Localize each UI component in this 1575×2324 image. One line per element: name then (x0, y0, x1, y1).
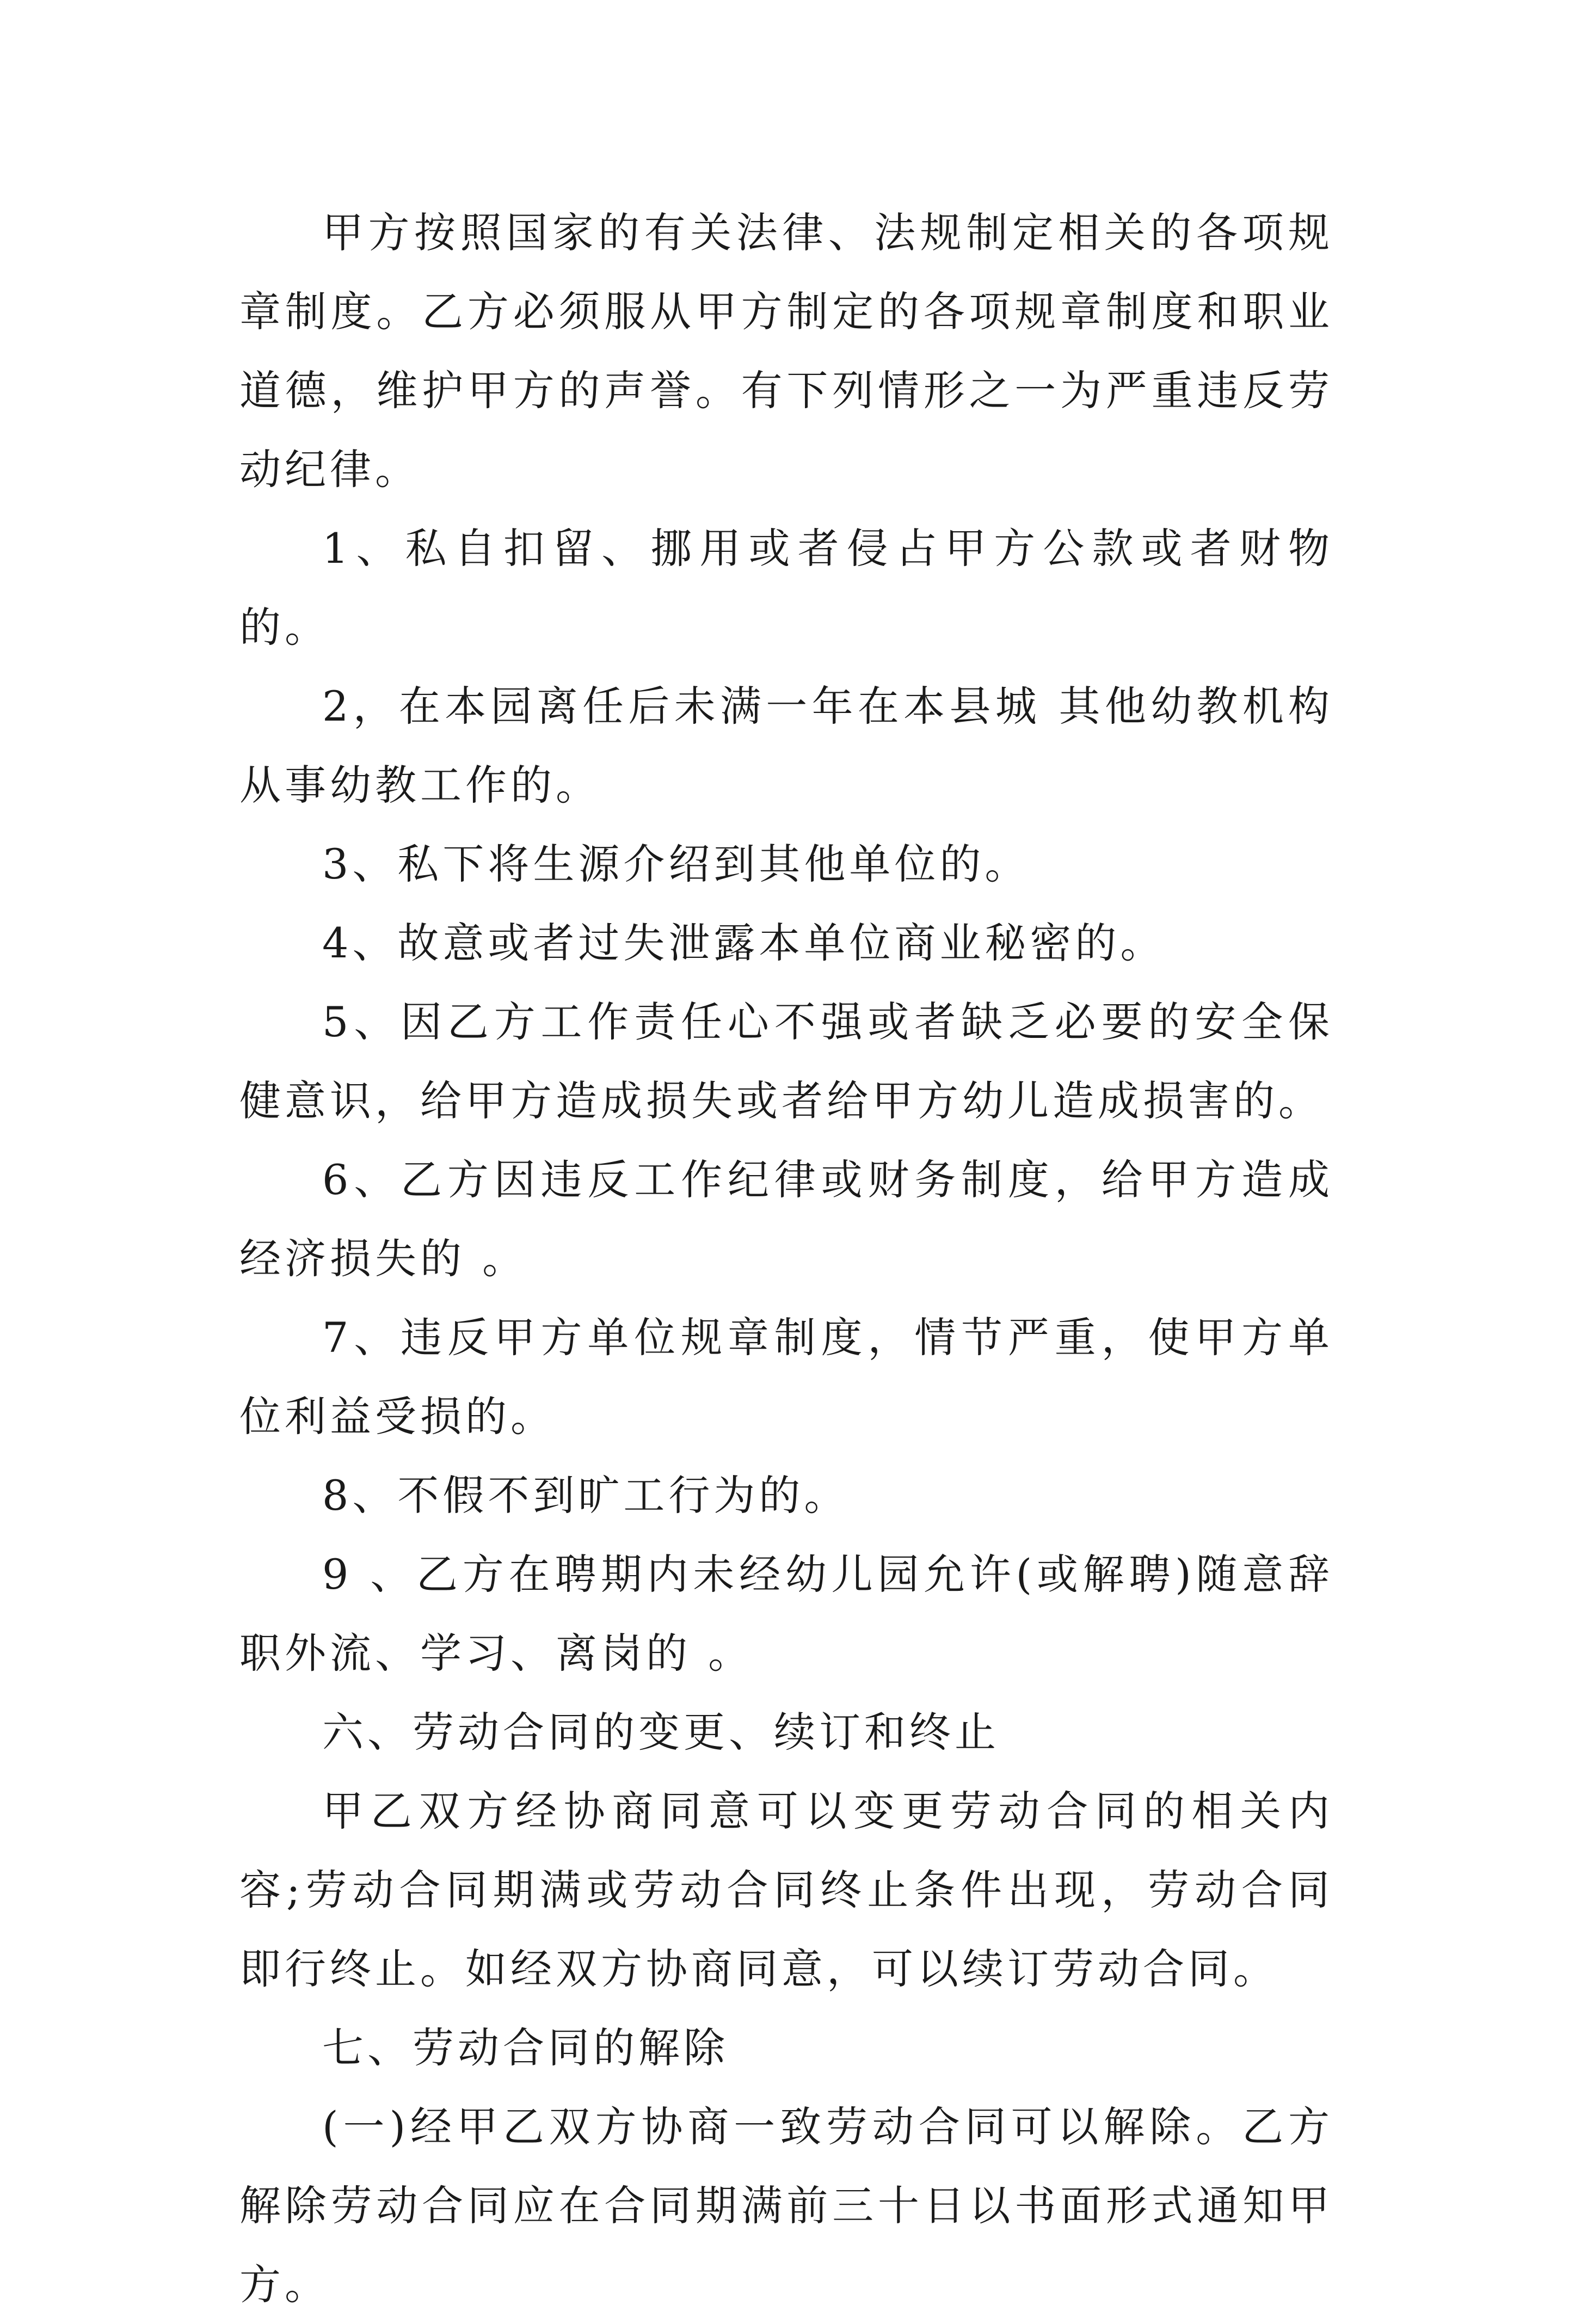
section-heading-seven: 七、劳动合同的解除 (322, 2024, 729, 2072)
list-item-9: 9 、乙方在聘期内未经幼儿园允许(或解聘)随意辞职外流、学习、离岗的 。 (239, 1550, 1333, 1677)
list-item-2: 2，在本园离任后未满一年在本县城 其他幼教机构从事幼教工作的。 (239, 682, 1333, 809)
list-item-7: 7、违反甲方单位规章制度，情节严重，使甲方单位利益受损的。 (239, 1313, 1333, 1441)
paragraph-contract-change: 甲乙双方经协商同意可以变更劳动合同的相关内容;劳动合同期满或劳动合同终止条件出现，劳动合同即行终止。如经双方协商同意，可以续订劳动合同。 (239, 1787, 1333, 1993)
list-item-6: 6、乙方因违反工作纪律或财务制度，给甲方造成经济损失的 。 (239, 1155, 1333, 1283)
paragraph-rules-intro: 甲方按照国家的有关法律、法规制定相关的各项规章制度。乙方必须服从甲方制定的各项规章制度和职业道德，维护甲方的声誉。有下列情形之一为严重违反劳动纪律。 (239, 208, 1333, 494)
list-item-5: 5、因乙方工作责任心不强或者缺乏必要的安全保健意识，给甲方造成损失或者给甲方幼儿造成损害的。 (239, 998, 1333, 1125)
document-body (239, 193, 1333, 2324)
list-item-4: 4、故意或者过失泄露本单位商业秘密的。 (322, 919, 1166, 967)
paragraph-termination-one: (一)经甲乙双方协商一致劳动合同可以解除。乙方解除劳动合同应在合同期满前三十日以书面形式通知甲方。 (239, 2102, 1333, 2309)
list-item-8: 8、不假不到旷工行为的。 (322, 1471, 850, 1520)
list-item-3: 3、私下将生源介绍到其他单位的。 (322, 840, 1030, 888)
section-heading-six: 六、劳动合同的变更、续订和终止 (322, 1708, 1000, 1756)
list-item-1: 1、私自扣留、挪用或者侵占甲方公款或者财物的。 (239, 524, 1333, 651)
